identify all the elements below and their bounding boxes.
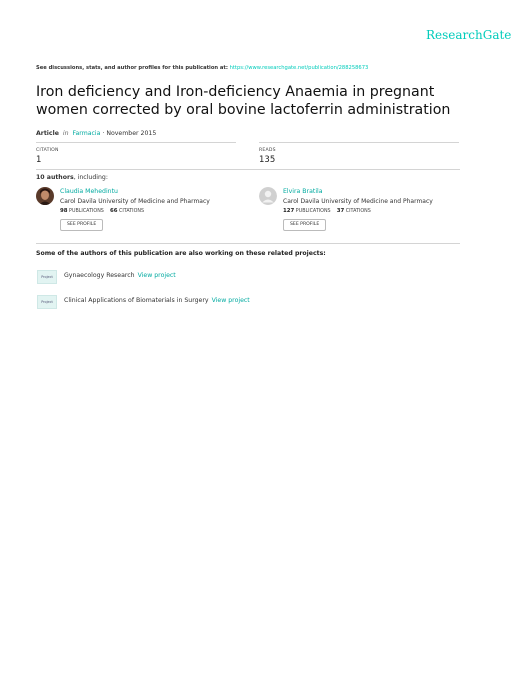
discussion-line: [36, 65, 368, 71]
view-project-link[interactable]: View project: [137, 272, 176, 279]
author-citations-label: CITATIONS: [345, 209, 371, 214]
authors-heading: [36, 174, 108, 181]
author-affiliation: Carol Davila University of Medicine and Pharmacy: [60, 198, 210, 205]
related-projects-heading: Some of the authors of this publication are also working on these related projects:: [36, 250, 326, 257]
author-citations-count: 37: [336, 208, 345, 214]
publication-url-link[interactable]: https://www.researchgate.net/publication/288258673: [229, 65, 369, 71]
author-name-link[interactable]: Claudia Mehedintu: [60, 188, 118, 195]
authors-divider: [36, 169, 460, 170]
authors-suffix: , including:: [73, 174, 108, 181]
citations-value: 1: [36, 155, 42, 165]
see-profile-button[interactable]: SEE PROFILE: [60, 219, 103, 231]
project-title: Clinical Applications of Biomaterials in Surgery: [64, 297, 209, 304]
project-text: [64, 297, 250, 304]
project-tag-icon: Project: [37, 270, 57, 284]
author-affiliation: Carol Davila University of Medicine and Pharmacy: [283, 198, 433, 205]
author-avatar-placeholder-icon[interactable]: [259, 187, 277, 205]
discussion-prefix: See discussions, stats, and author profiles for this publication at:: [36, 65, 228, 71]
author-avatar-photo[interactable]: [36, 187, 54, 205]
see-profile-button[interactable]: SEE PROFILE: [283, 219, 326, 231]
author-publications-count: 98: [60, 208, 68, 214]
project-tag-icon: Project: [37, 295, 57, 309]
author-publications-label: PUBLICATIONS: [69, 209, 104, 214]
publication-meta: [36, 130, 156, 137]
publication-in: in: [62, 130, 69, 137]
publication-date: · November 2015: [102, 130, 157, 137]
related-divider: [36, 243, 460, 244]
authors-count: 10 authors: [36, 174, 74, 181]
reads-label: READS: [259, 148, 276, 153]
researchgate-logo[interactable]: ResearchGate: [426, 28, 512, 42]
author-stats: [283, 208, 371, 214]
citations-label: CITATION: [36, 148, 59, 153]
reads-divider: [259, 142, 459, 143]
project-item: [37, 295, 337, 309]
publication-title: Iron deficiency and Iron-deficiency Anaemia in pregnant women corrected by oral bovine lactoferrin administration: [36, 84, 451, 118]
journal-link[interactable]: Farmacia: [72, 130, 101, 137]
author-citations-count: 66: [109, 208, 118, 214]
author-citations-label: CITATIONS: [119, 209, 144, 214]
author-publications-label: PUBLICATIONS: [295, 209, 331, 214]
citations-divider: [36, 142, 236, 143]
view-project-link[interactable]: View project: [211, 297, 250, 304]
author-card: [259, 187, 459, 235]
author-card: [36, 187, 236, 235]
project-title: Gynaecology Research: [64, 272, 135, 279]
project-item: [37, 270, 337, 284]
reads-value: 135: [259, 155, 276, 165]
author-publications-count: 127: [283, 208, 295, 214]
author-stats: [60, 208, 144, 214]
publication-type: Article: [36, 130, 59, 137]
author-name-link[interactable]: Elvira Bratila: [283, 188, 323, 195]
project-text: [64, 272, 176, 279]
